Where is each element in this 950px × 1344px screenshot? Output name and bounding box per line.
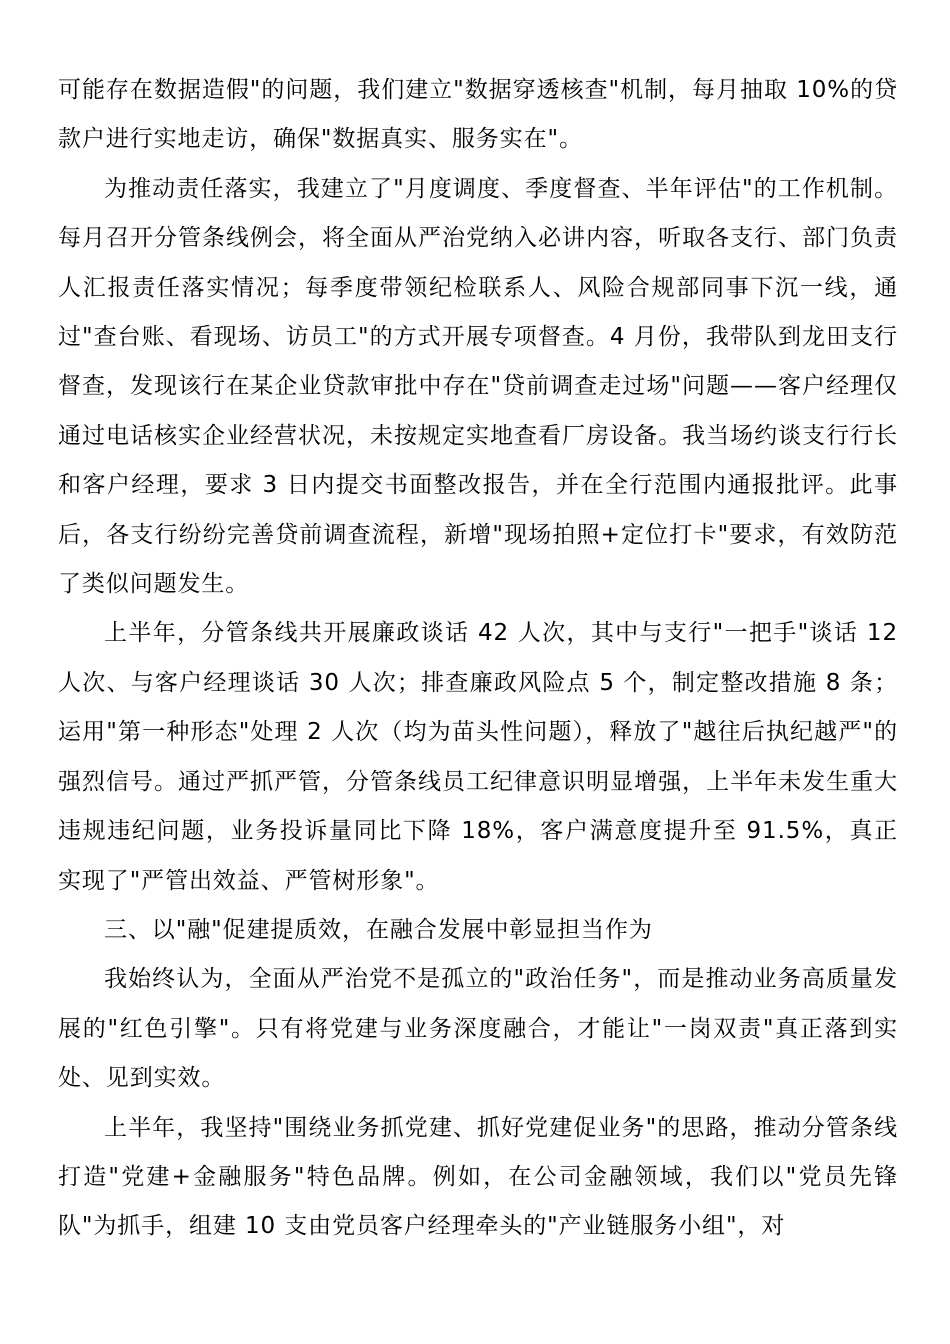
section-heading: 三、以"融"促建提质效，在融合发展中彰显担当作为: [104, 916, 653, 943]
paragraph-1: 可能存在数据造假"的问题，我们建立"数据穿透核查"机制，每月抽取 10%的贷款户进行实地走访，确保"数据真实、服务实在"。: [58, 77, 898, 153]
paragraph-4: 我始终认为，全面从严治党不是孤立的"政治任务"，而是推动业务高质量发展的"红色引擎"。只有将党建与业务深度融合，才能让"一岗双责"真正落到实处、见到实效。: [58, 966, 898, 1092]
paragraph-2: 为推动责任落实，我建立了"月度调度、季度督查、半年评估"的工作机制。每月召开分管条线例会，将全面从严治党纳入必讲内容，听取各支行、部门负责人汇报责任落实情况；每季度带领纪检联系人、风险合规部同事下沉一线，通过"查台账、看现场、访员工"的方式开展专项督查。4 月份，我带队到龙田支行督查，发现该行在某企业贷款审批中存在"贷前调查走过场"问题——客户经理仅通过电话核实企业经营状况，未按规定实地查看厂房设备。我当场约谈支行行长和客户经理，要求 3 日内提交书面整改报告，并在全行范围内通报批评。此事后，各支行纷纷完善贷前调查流程，新增"现场拍照+定位打卡"要求，有效防范了类似问题发生。: [58, 175, 898, 598]
paragraph-5: 上半年，我坚持"围绕业务抓党建、抓好党建促业务"的思路，推动分管条线打造"党建+金融服务"特色品牌。例如，在公司金融领域，我们以"党员先锋队"为抓手，组建 10 支由党员客户经理牵头的"产业链服务小组"，对: [58, 1114, 898, 1240]
paragraph-3: 上半年，分管条线共开展廉政谈话 42 人次，其中与支行"一把手"谈话 12 人次、与客户经理谈话 30 人次；排查廉政风险点 5 个，制定整改措施 8 条；运用"第一种形态"处理 2 人次（均为苗头性问题），释放了"越往后执纪越严"的强烈信号。通过严抓严管，分管条线员工纪律意识明显增强，上半年未发生重大违规违纪问题，业务投诉量同比下降 18%，客户满意度提升至 91.5%，真正实现了"严管出效益、严管树形象"。: [58, 620, 898, 894]
document-page: [58, 66, 898, 1252]
